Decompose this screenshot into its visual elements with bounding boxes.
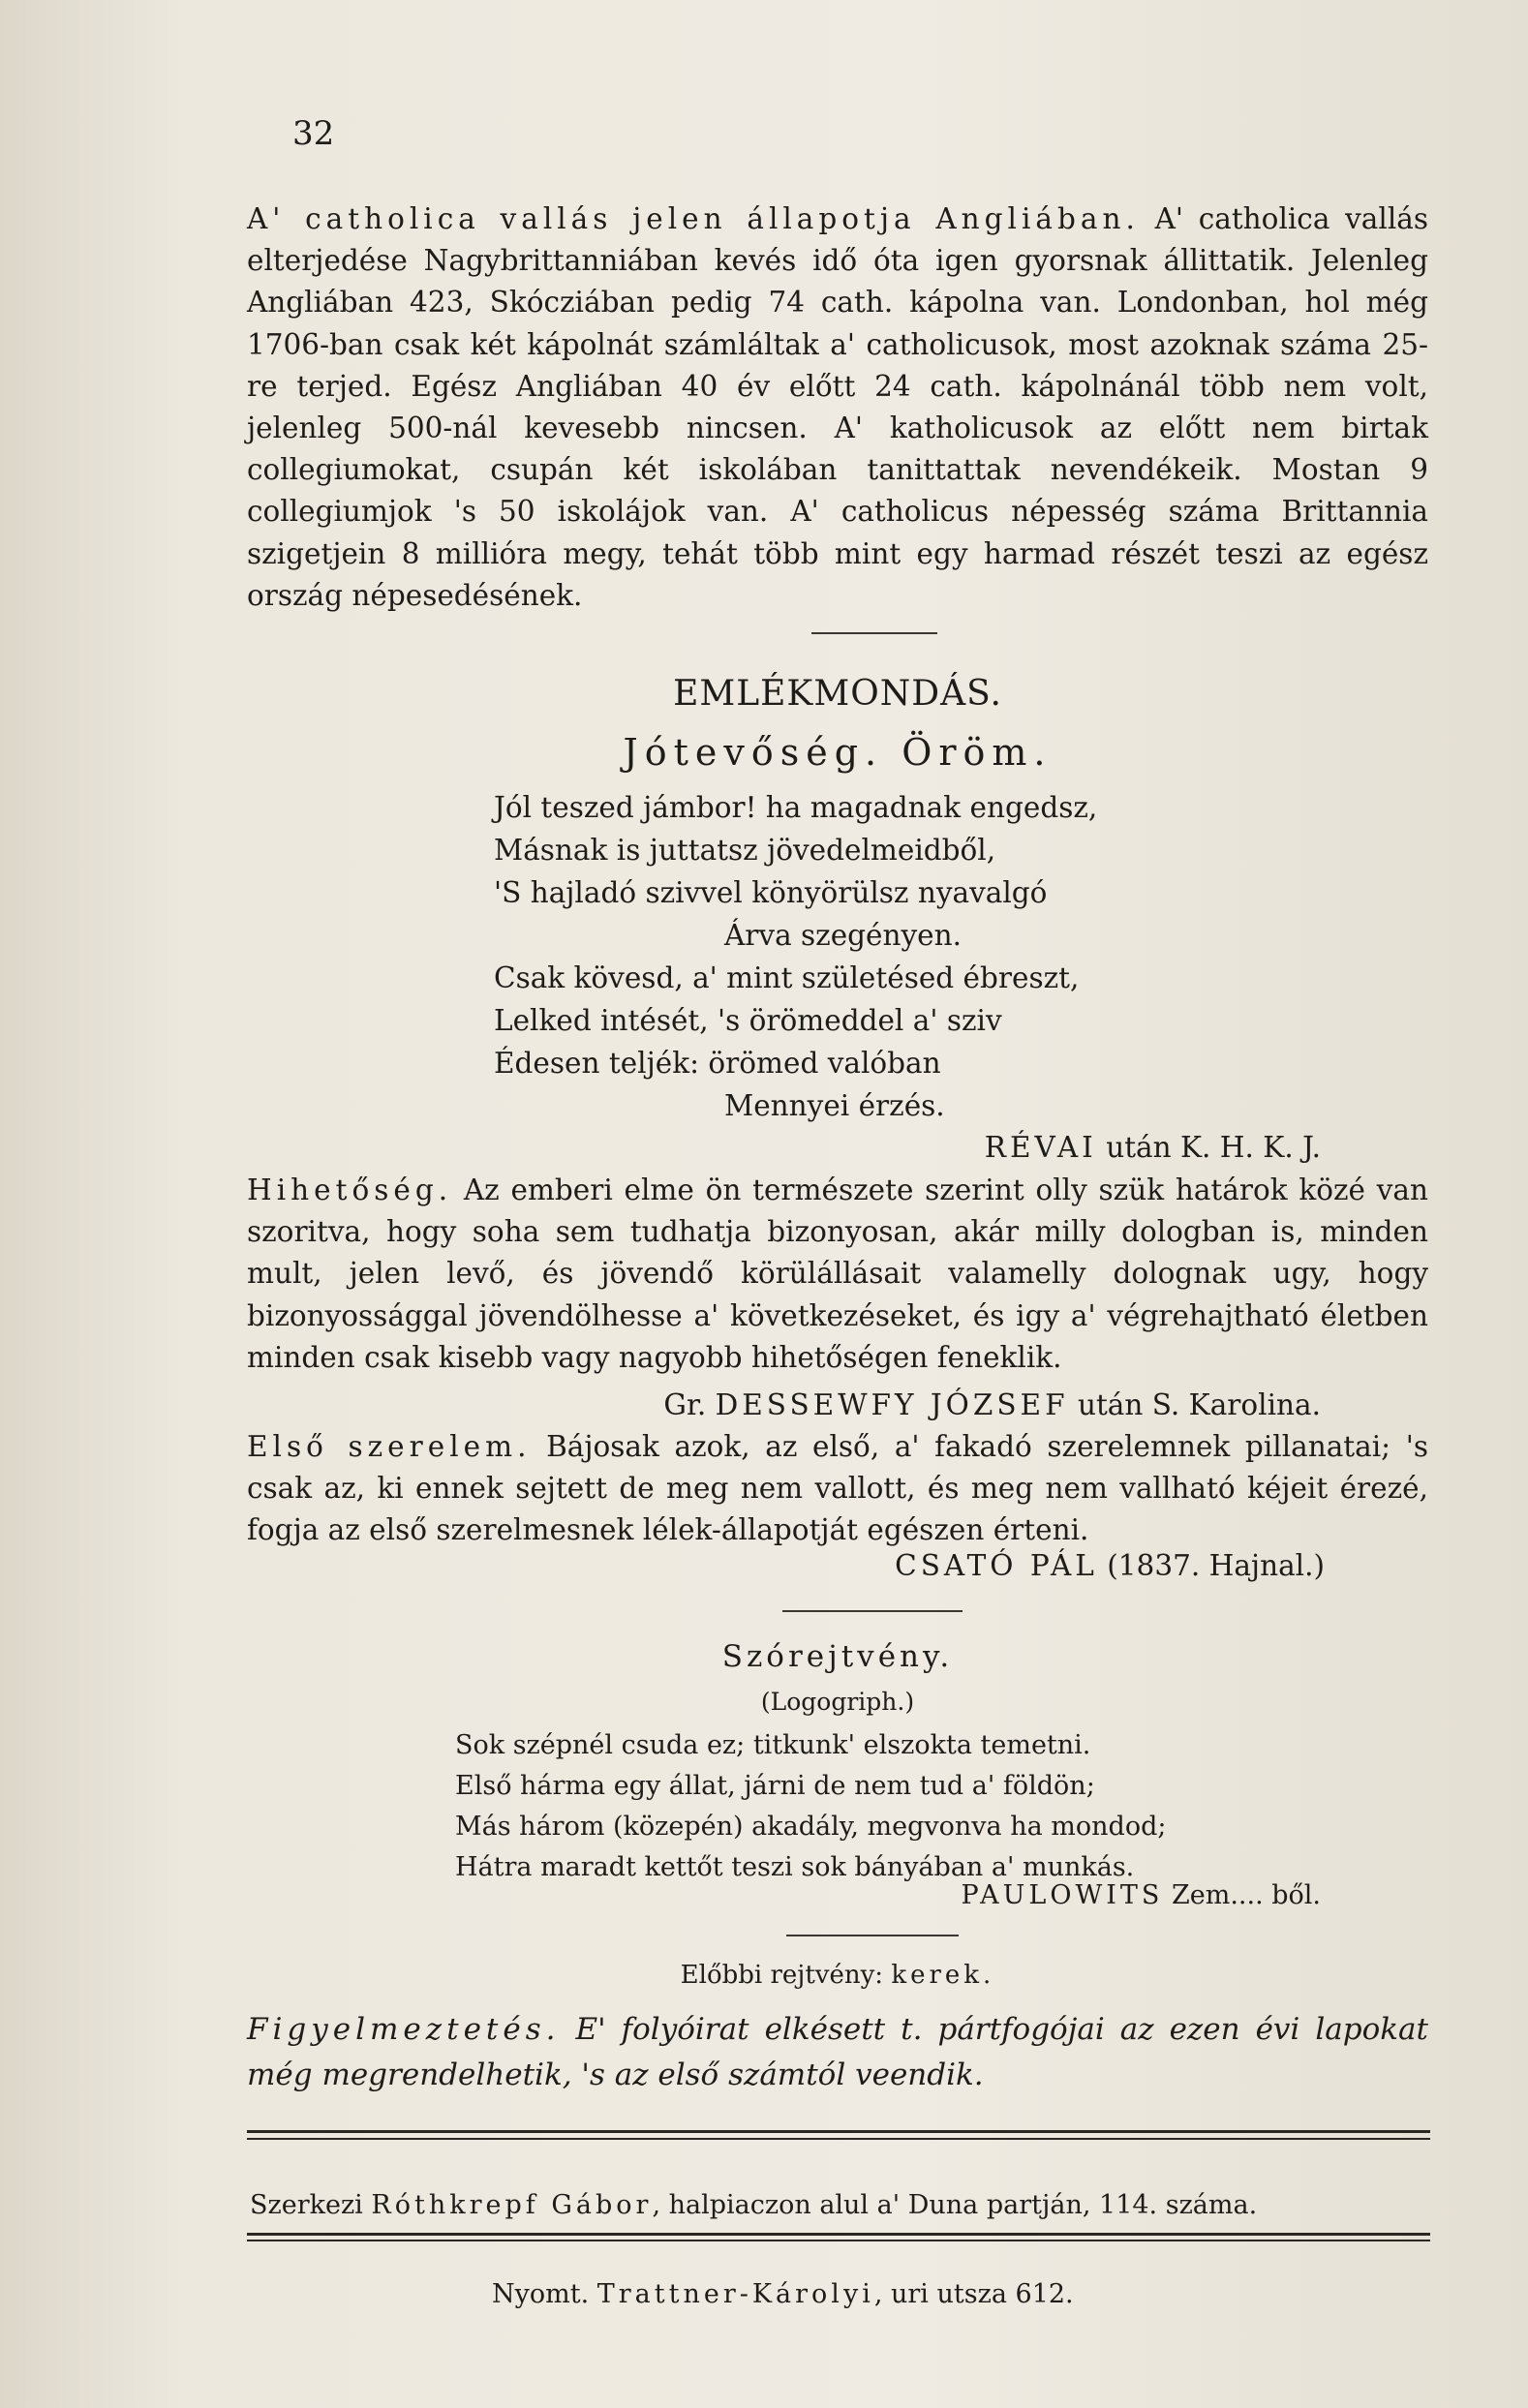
separator-line [782,1610,963,1612]
separator-line [811,632,937,634]
riddle-attribution [961,1880,1321,1910]
article-first-love-body: Bájosak azok, az első, a' fakadó szerelemnek pillanatai; 's csak az, ki ennek sejtett de meg nem vallott, és meg nem vallható kéjeit érezé, fogja az első szerelmesnek lélek-állapotját egészen érteni. [247,1430,1428,1547]
footer-editor-name: Róthkrepf Gábor [371,2190,653,2220]
previous-riddle-answer: kerek. [891,1961,995,1990]
probability-attribution-prefix: Gr. [663,1388,716,1421]
article-catholic-religion [247,198,1428,617]
probability-attribution-name: DESSEWFY JÓZSEF [715,1388,1069,1421]
riddle-subtitle: (Logogriph.) [760,1688,915,1716]
article-first-love-text [247,1426,1428,1552]
footer-rule-bottom [247,2240,1430,2241]
notice [247,2007,1428,2098]
footer-rule-top [247,2233,1430,2236]
notice-body: E' folyóirat elkésett t. pártfogójai az ezen évi lapokat még megrendelhetik, 's az első számtól veendik. [247,2012,1428,2092]
article-catholic-religion-text [247,198,1428,617]
riddle-line: Első hárma egy állat, járni de nem tud a' földön; [455,1771,1095,1801]
footer-printer [492,2279,1074,2309]
poem-line: Édesen teljék: örömed valóban [494,1047,941,1080]
poem-line: Jól teszed jámbor! ha magadnak engedsz, [494,791,1098,824]
first-love-attribution-name: CSATÓ PÁL [895,1549,1098,1582]
article-first-love-lead: Első szerelem. [247,1430,532,1463]
riddle-line: Hátra maradt kettőt teszi sok bányában a' munkás. [455,1852,1135,1882]
article-probability-lead: Hihetőség. [247,1174,453,1206]
poem-attribution-rest: után K. H. K. J. [1096,1131,1321,1164]
double-rule-bottom [247,2138,1430,2140]
poem-line: 'S hajladó szivvel könyörülsz nyavalgó [494,876,1048,909]
article-probability-body: Az emberi elme ön természete szerint olly szük határok közé van szoritva, hogy soha sem tudhatja bizonyosan, akár milly dologban is, minden mult, jelen levő, és jövendő körülállásait valamelly dolognak ugy, hogy bizonyossággal jövendölhesse a' következéseket, és igy a' végrehajtható életben minden csak kisebb vagy nagyobb hihetőségen feneklik. [247,1174,1428,1374]
probability-attribution [663,1388,1321,1421]
riddle-verse [455,1725,1166,1888]
previous-riddle [247,1961,1428,1990]
footer-editor [250,2190,1257,2220]
poem-attribution [985,1131,1321,1164]
footer-editor-rest: , halpiaczon alul a' Duna partján, 114. száma. [652,2190,1258,2220]
article-catholic-religion-lead: A' catholica vallás jelen állapotja Angliában. [247,202,1140,235]
poem-line: Árva szegényen. [724,919,963,952]
poem-line: Mennyei érzés. [724,1089,945,1122]
footer-printer-name: Trattner-Károlyi [596,2279,874,2309]
riddle-line: Sok szépnél csuda ez; titkunk' elszokta temetni. [455,1730,1091,1760]
page-number: 32 [292,114,335,153]
separator-line [786,1935,959,1936]
article-first-love [247,1426,1428,1552]
riddle-attribution-rest: Zem.... ből. [1163,1880,1321,1910]
poem-line: Lelked intését, 's örömeddel a' sziv [494,1004,1002,1037]
footer-printer-prefix: Nyomt. [492,2279,597,2309]
footer-printer-rest: , uri utsza 612. [873,2279,1074,2309]
previous-riddle-label: Előbbi rejtvény: [680,1961,892,1990]
notice-text [247,2007,1428,2098]
first-love-attribution [895,1549,1325,1582]
article-probability [247,1170,1428,1379]
article-catholic-religion-body: A' catholica vallás elterjedése Nagybrittanniában kevés idő óta igen gyorsnak állittatik. Jelenleg Angliában 423, Skócziában pedig 74 cath. kápolna van. Londonban, hol még 1706-ban csak két kápolnát számláltak a' catholicusok, most azoknak száma 25-re terjed. Egész Angliában 40 év előtt 24 cath. kápolnánál több nem volt, jelenleg 500-nál kevesebb nincsen. A' katholicusok az előtt nem birtak collegiumokat, csupán két iskolában tanittattak nevendékeik. Mostan 9 collegiumjok 's 50 iskolájok van. A' catholicus népesség száma Brittannia szigetjein 8 millióra megy, tehát több mint egy harmad részét teszi az egész ország népesedésének. [247,202,1428,612]
poem-line: Csak kövesd, a' mint születésed ébreszt, [494,961,1080,994]
probability-attribution-rest: után S. Karolina. [1068,1388,1321,1421]
footer-editor-prefix: Szerkezi [250,2190,372,2220]
section-title: EMLÉKMONDÁS. [673,674,1002,714]
poem [494,786,1097,1127]
poem-line: Másnak is juttatsz jövedelmeidből, [494,834,996,867]
article-probability-text [247,1170,1428,1379]
riddle-title: Szórejtvény. [721,1639,954,1674]
poem-attribution-name: RÉVAI [984,1131,1097,1164]
notice-lead: Figyelmeztetés. [247,2012,561,2047]
riddle-line: Más három (közepén) akadály, megvonva ha mondod; [455,1812,1167,1842]
double-rule-top [247,2130,1430,2133]
first-love-attribution-rest: (1837. Hajnal.) [1097,1549,1325,1582]
poem-title: Jótevőség. Öröm. [623,731,1053,774]
riddle-attribution-name: PAULOWITS [961,1880,1164,1910]
